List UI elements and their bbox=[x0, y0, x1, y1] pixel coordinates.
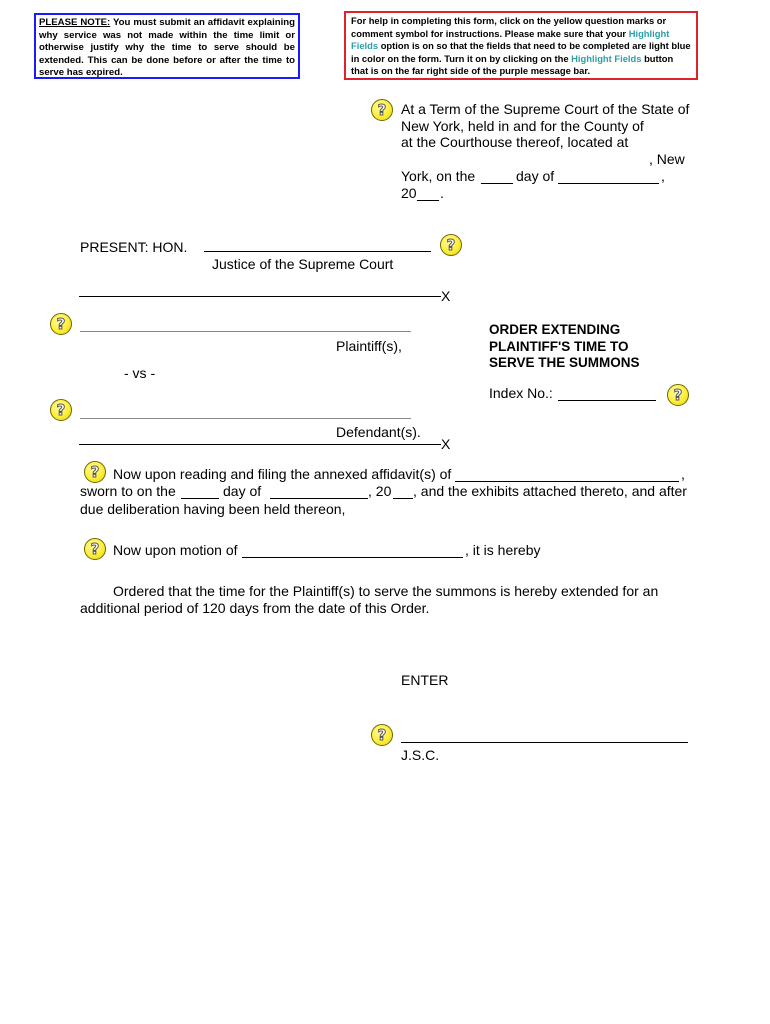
order-paragraph-line2: additional period of 120 days from the date of this Order. bbox=[80, 600, 430, 616]
caption-x-mark-bottom: X bbox=[441, 436, 451, 452]
defendant-name-field[interactable] bbox=[80, 418, 411, 419]
order-title-line1: ORDER EXTENDING bbox=[489, 322, 621, 337]
highlight-fields-text-1: Highlight Fields bbox=[351, 27, 670, 52]
defendant-label: Defendant(s). bbox=[336, 424, 421, 440]
order-title-line2: PLAINTIFF'S TIME TO bbox=[489, 339, 629, 354]
versus-label: - vs - bbox=[124, 365, 156, 381]
affidavit-paragraph-start: Now upon reading and filing the annexed affidavit(s) of bbox=[113, 466, 452, 482]
sworn-on-label: sworn to on the bbox=[80, 483, 176, 499]
help-instructions-box bbox=[344, 11, 698, 80]
help-text-1: For help in completing this form, click on the yellow question marks or comment symbol for instructions. Please make sure that your bbox=[351, 15, 667, 39]
please-note-text: You must submit an affidavit explaining why service was not made within the time limit or otherwise justify why the time to serve should be extended. This can be done before or after the time to serve has expired. bbox=[39, 17, 295, 79]
help-question-icon-index[interactable]: ? bbox=[667, 384, 689, 406]
affidavit-paragraph-comma: , bbox=[681, 466, 685, 482]
motion-paragraph-end: , it is hereby bbox=[465, 542, 541, 558]
term-day-field[interactable] bbox=[481, 183, 513, 184]
help-question-icon-court[interactable]: ? bbox=[371, 99, 393, 121]
sworn-year-prefix: , 20 bbox=[368, 483, 392, 499]
plaintiff-label: Plaintiff(s), bbox=[336, 338, 402, 354]
help-question-icon-signature[interactable]: ? bbox=[371, 724, 393, 746]
court-header-line2: New York, held in and for the County of bbox=[401, 118, 644, 134]
plaintiff-name-field[interactable] bbox=[80, 331, 411, 332]
help-question-icon-motion[interactable]: ? bbox=[84, 538, 106, 560]
caption-bottom-rule bbox=[79, 444, 441, 445]
term-month-field[interactable] bbox=[558, 183, 659, 184]
sworn-year-field[interactable] bbox=[393, 498, 413, 499]
court-header-line5-a: York, on the bbox=[401, 168, 476, 184]
index-number-field[interactable] bbox=[558, 400, 656, 401]
enter-label: ENTER bbox=[401, 672, 449, 688]
help-question-icon-justice[interactable]: ? bbox=[440, 234, 462, 256]
caption-top-rule bbox=[79, 296, 441, 297]
sworn-month-field[interactable] bbox=[270, 498, 368, 499]
please-note-title: PLEASE NOTE: bbox=[39, 17, 111, 28]
index-number-label: Index No.: bbox=[489, 385, 553, 401]
sworn-day-of-label: day of bbox=[223, 483, 262, 499]
highlight-fields-text-2: Highlight Fields bbox=[571, 52, 642, 64]
movant-name-field[interactable] bbox=[242, 557, 463, 558]
court-header-line3: at the Courthouse thereof, located at bbox=[401, 134, 629, 150]
help-text-2: option is on so that the fields that need to be completed are light blue in color on the form. Turn it on by clicking on the bbox=[351, 40, 691, 64]
justice-title: Justice of the Supreme Court bbox=[212, 256, 394, 272]
jsc-label: J.S.C. bbox=[401, 747, 440, 763]
help-text-3: button that is on the far right side of the purple message bar. bbox=[351, 52, 674, 77]
exhibits-text: , and the exhibits attached thereto, and after bbox=[413, 483, 687, 499]
sworn-day-field[interactable] bbox=[181, 498, 219, 499]
court-header-year-prefix: 20 bbox=[401, 185, 417, 201]
court-header-line4: , New bbox=[649, 151, 685, 167]
help-question-icon-defendant[interactable]: ? bbox=[50, 399, 72, 421]
court-header-line5-c: , bbox=[661, 168, 665, 184]
deliberation-text: due deliberation having been held thereon, bbox=[80, 501, 346, 517]
justice-name-field[interactable] bbox=[204, 251, 431, 252]
court-header-line5-b: day of bbox=[516, 168, 555, 184]
court-header-line1: At a Term of the Supreme Court of the State of bbox=[401, 101, 690, 117]
motion-paragraph-start: Now upon motion of bbox=[113, 542, 238, 558]
order-paragraph-line1: Ordered that the time for the Plaintiff(s) to serve the summons is hereby extended for an bbox=[113, 583, 659, 599]
order-title-line3: SERVE THE SUMMONS bbox=[489, 355, 640, 370]
help-question-icon-affidavit[interactable]: ? bbox=[84, 461, 106, 483]
term-year-field[interactable] bbox=[417, 200, 439, 201]
affiant-name-field[interactable] bbox=[455, 481, 679, 482]
please-note-box bbox=[34, 13, 300, 79]
help-question-icon-plaintiff[interactable]: ? bbox=[50, 313, 72, 335]
present-label: PRESENT: HON. bbox=[80, 239, 188, 255]
caption-x-mark-top: X bbox=[441, 288, 451, 304]
signature-line[interactable] bbox=[401, 742, 688, 743]
court-header-period: . bbox=[440, 185, 444, 201]
